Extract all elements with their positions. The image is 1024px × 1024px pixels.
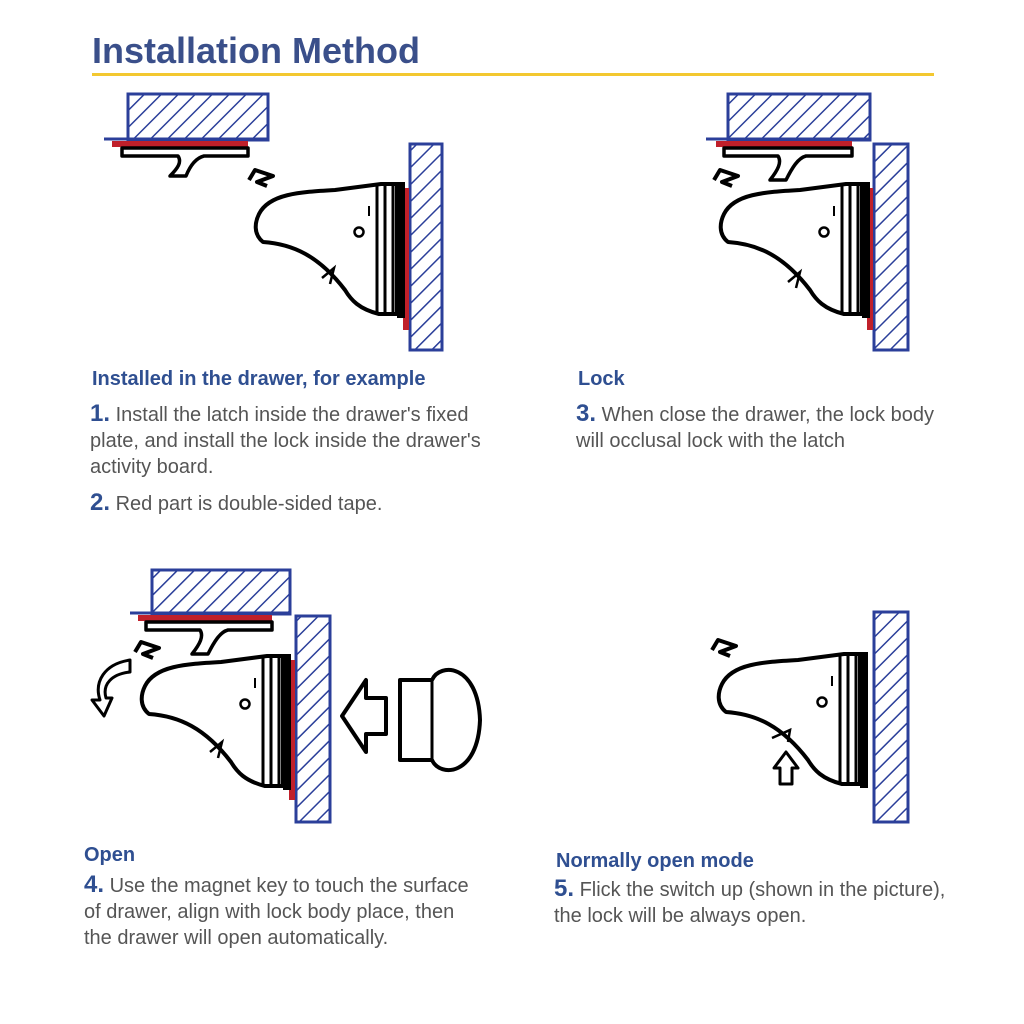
step-number: 5. [554, 875, 575, 902]
hatched-plate-icon [128, 94, 268, 140]
tape-red-icon [112, 141, 248, 147]
step-text: When close the drawer, the lock body will occlusal lock with the latch [576, 404, 934, 452]
magnet-key-icon [400, 670, 480, 770]
step-5 [554, 876, 964, 929]
heading-normally-open: Normally open mode [556, 850, 754, 872]
step-number: 1. [90, 400, 111, 427]
lock-body-icon [714, 170, 870, 318]
hatched-board-icon [410, 144, 442, 350]
hatched-board-icon [874, 612, 908, 822]
step-3 [576, 401, 966, 454]
heading-installed: Installed in the drawer, for example [92, 368, 426, 390]
up-arrow-icon [774, 752, 798, 784]
step-text: Install the latch inside the drawer's fixed plate, and install the lock inside the drawer's activity board. [90, 404, 481, 478]
step-number: 3. [576, 400, 597, 427]
latch-icon [122, 148, 248, 176]
hatched-board-icon [874, 144, 908, 350]
figure-open [92, 570, 480, 822]
push-arrow-icon [342, 680, 386, 752]
hatched-plate-icon [152, 570, 290, 614]
step-number: 4. [84, 871, 105, 898]
step-text: Use the magnet key to touch the surface of drawer, align with lock body place, then the drawer will open automatically. [84, 875, 469, 949]
hatched-plate-icon [728, 94, 870, 140]
heading-lock: Lock [578, 368, 625, 390]
page-title: Installation Method [92, 30, 420, 71]
figure-installed [104, 94, 442, 350]
step-text: Flick the switch up (shown in the picture), the lock will be always open. [554, 879, 946, 927]
latch-icon [146, 622, 272, 654]
step-1 [90, 401, 510, 480]
step-4 [84, 872, 484, 951]
figure-lock [706, 94, 908, 350]
lock-body-icon [249, 170, 405, 318]
step-number: 2. [90, 489, 111, 516]
step-2 [90, 490, 510, 517]
latch-icon [724, 148, 852, 180]
hatched-board-icon [296, 616, 330, 822]
step-text: Red part is double-sided tape. [115, 493, 383, 515]
lock-body-icon [135, 642, 291, 790]
curved-arrow-icon [92, 660, 130, 716]
heading-open: Open [84, 844, 136, 866]
figure-normally-open [712, 612, 908, 822]
